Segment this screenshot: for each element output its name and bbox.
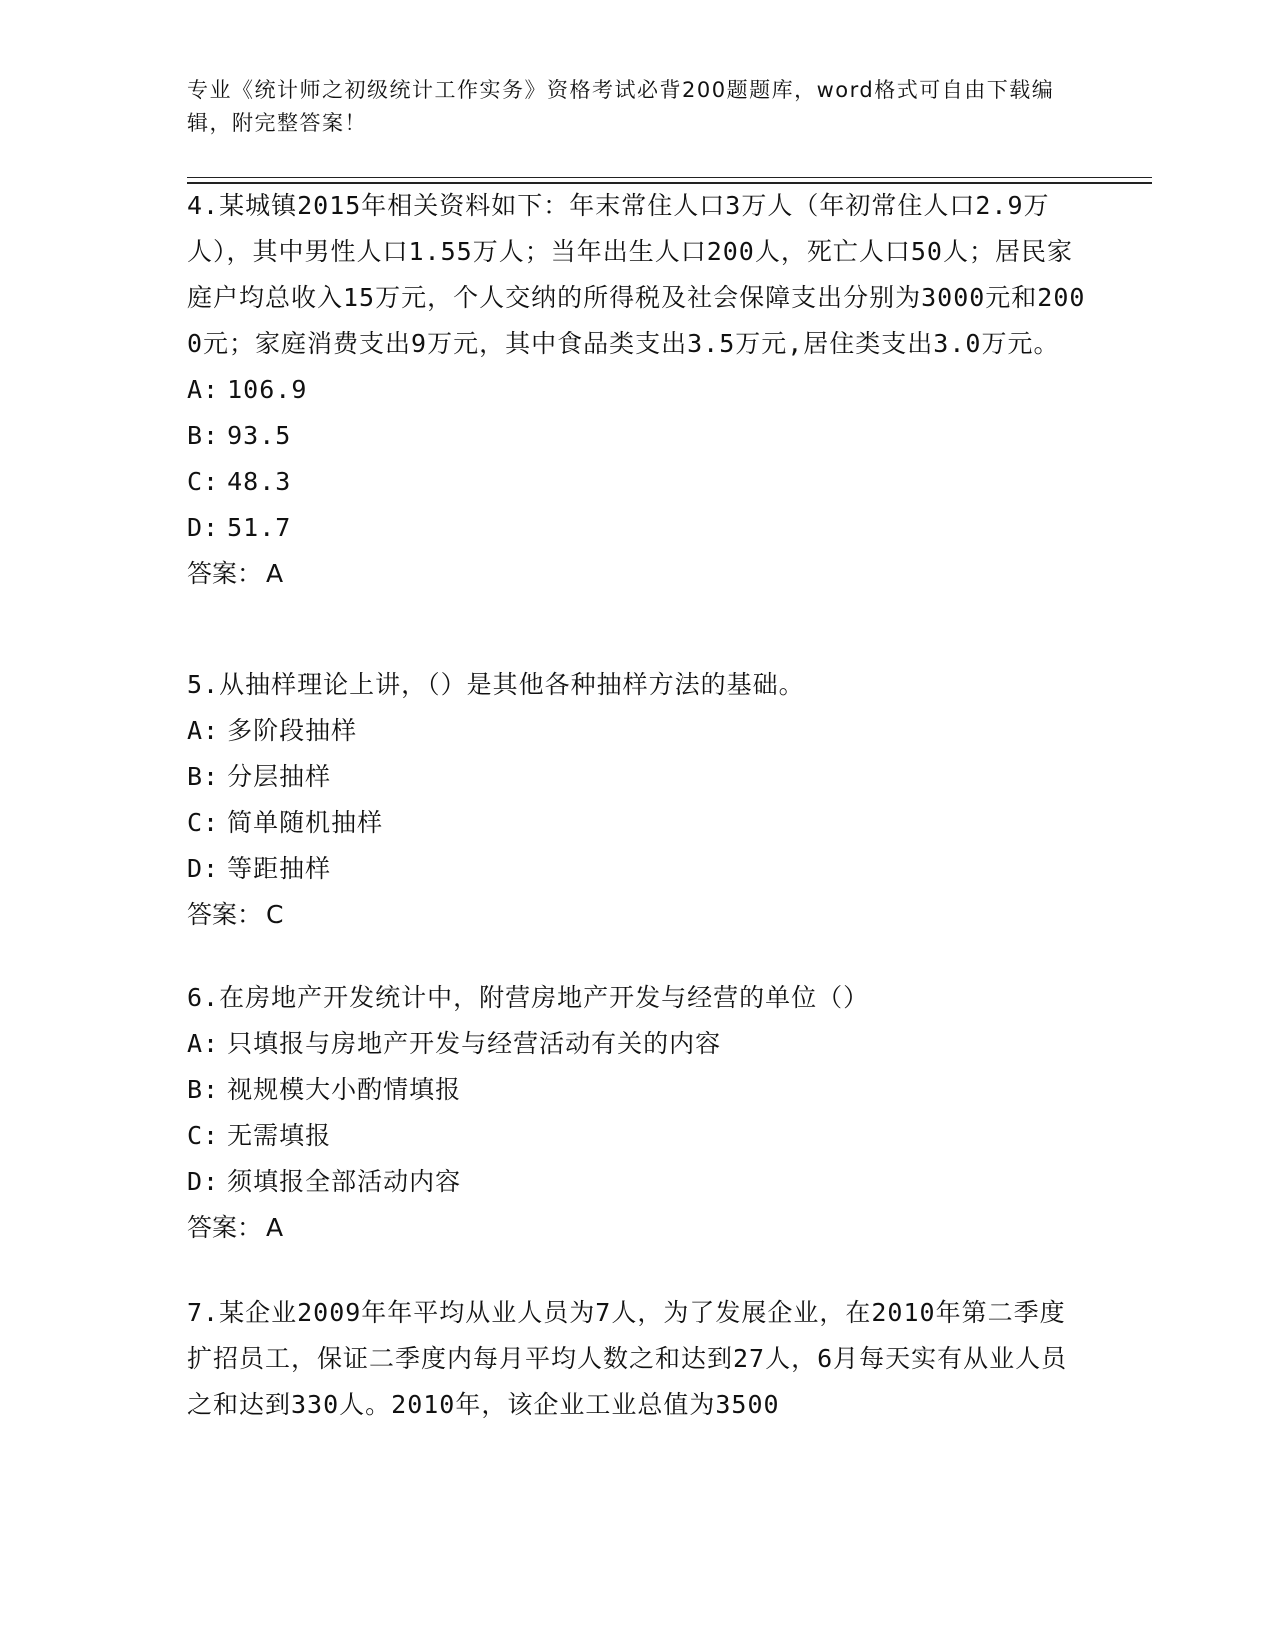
option-letter: B: [187,421,220,450]
option-text: 等距抽样 [227,854,332,883]
option-letter: A: [187,716,220,745]
option-text: 多阶段抽样 [227,716,358,745]
option-d [187,846,1087,892]
option-a [187,1021,1087,1067]
option-text: 分层抽样 [227,762,332,791]
option-letter: C: [187,467,220,496]
option-d [187,505,1087,551]
question-6 [187,975,1087,1251]
option-letter: C: [187,1121,220,1150]
option-b [187,413,1087,459]
question-stem: 4.某城镇2015年相关资料如下：年末常住人口3万人（年初常住人口2.9万人），其中男性人口1.55万人；当年出生人口200人，死亡人口50人；居民家庭户均总收入15万元，个人交纳的所得税及社会保障支出分别为3000元和2000元；家庭消费支出9万元，其中食品类支出3.5万元,居住类支出3.0万元。 [187,191,1086,358]
answer-line [187,1205,1087,1251]
option-text: 48.3 [227,467,292,496]
option-letter: B: [187,762,220,791]
option-letter: C: [187,808,220,837]
answer-label: 答案： [187,559,263,588]
answer-value: C [266,900,284,929]
answer-value: A [266,559,284,588]
option-letter: D: [187,513,220,542]
answer-line [187,892,1087,938]
option-c [187,459,1087,505]
option-letter: D: [187,854,220,883]
option-letter: A: [187,1029,220,1058]
option-text: 简单随机抽样 [227,808,384,837]
option-letter: D: [187,1167,220,1196]
option-c [187,800,1087,846]
question-stem: 7.某企业2009年年平均从业人员为7人，为了发展企业，在2010年第二季度扩招员工，保证二季度内每月平均人数之和达到27人，6月每天实有从业人员之和达到330人。2010年，该企业工业总值为3500 [187,1298,1068,1419]
header-divider-thin [187,177,1152,178]
option-text: 无需填报 [227,1121,332,1150]
option-d [187,1159,1087,1205]
document-header: 专业《统计师之初级统计工作实务》资格考试必背200题题库，word格式可自由下载编辑，附完整答案！ [187,78,1055,135]
option-text: 93.5 [227,421,292,450]
option-a [187,367,1087,413]
option-letter: B: [187,1075,220,1104]
question-stem: 5.从抽样理论上讲，（）是其他各种抽样方法的基础。 [187,670,805,699]
question-4 [187,183,1087,597]
answer-label: 答案： [187,1213,263,1242]
option-text: 51.7 [227,513,292,542]
option-a [187,708,1087,754]
option-text: 106.9 [227,375,308,404]
option-b [187,1067,1087,1113]
option-text: 只填报与房地产开发与经营活动有关的内容 [227,1029,722,1058]
answer-label: 答案： [187,900,263,929]
answer-line [187,551,1087,597]
question-5 [187,662,1087,938]
answer-value: A [266,1213,284,1242]
question-7 [187,1290,1087,1428]
option-c [187,1113,1087,1159]
option-text: 视规模大小酌情填报 [227,1075,462,1104]
option-letter: A: [187,375,220,404]
option-text: 须填报全部活动内容 [227,1167,462,1196]
option-b [187,754,1087,800]
question-stem: 6.在房地产开发统计中，附营房地产开发与经营的单位（） [187,983,870,1012]
